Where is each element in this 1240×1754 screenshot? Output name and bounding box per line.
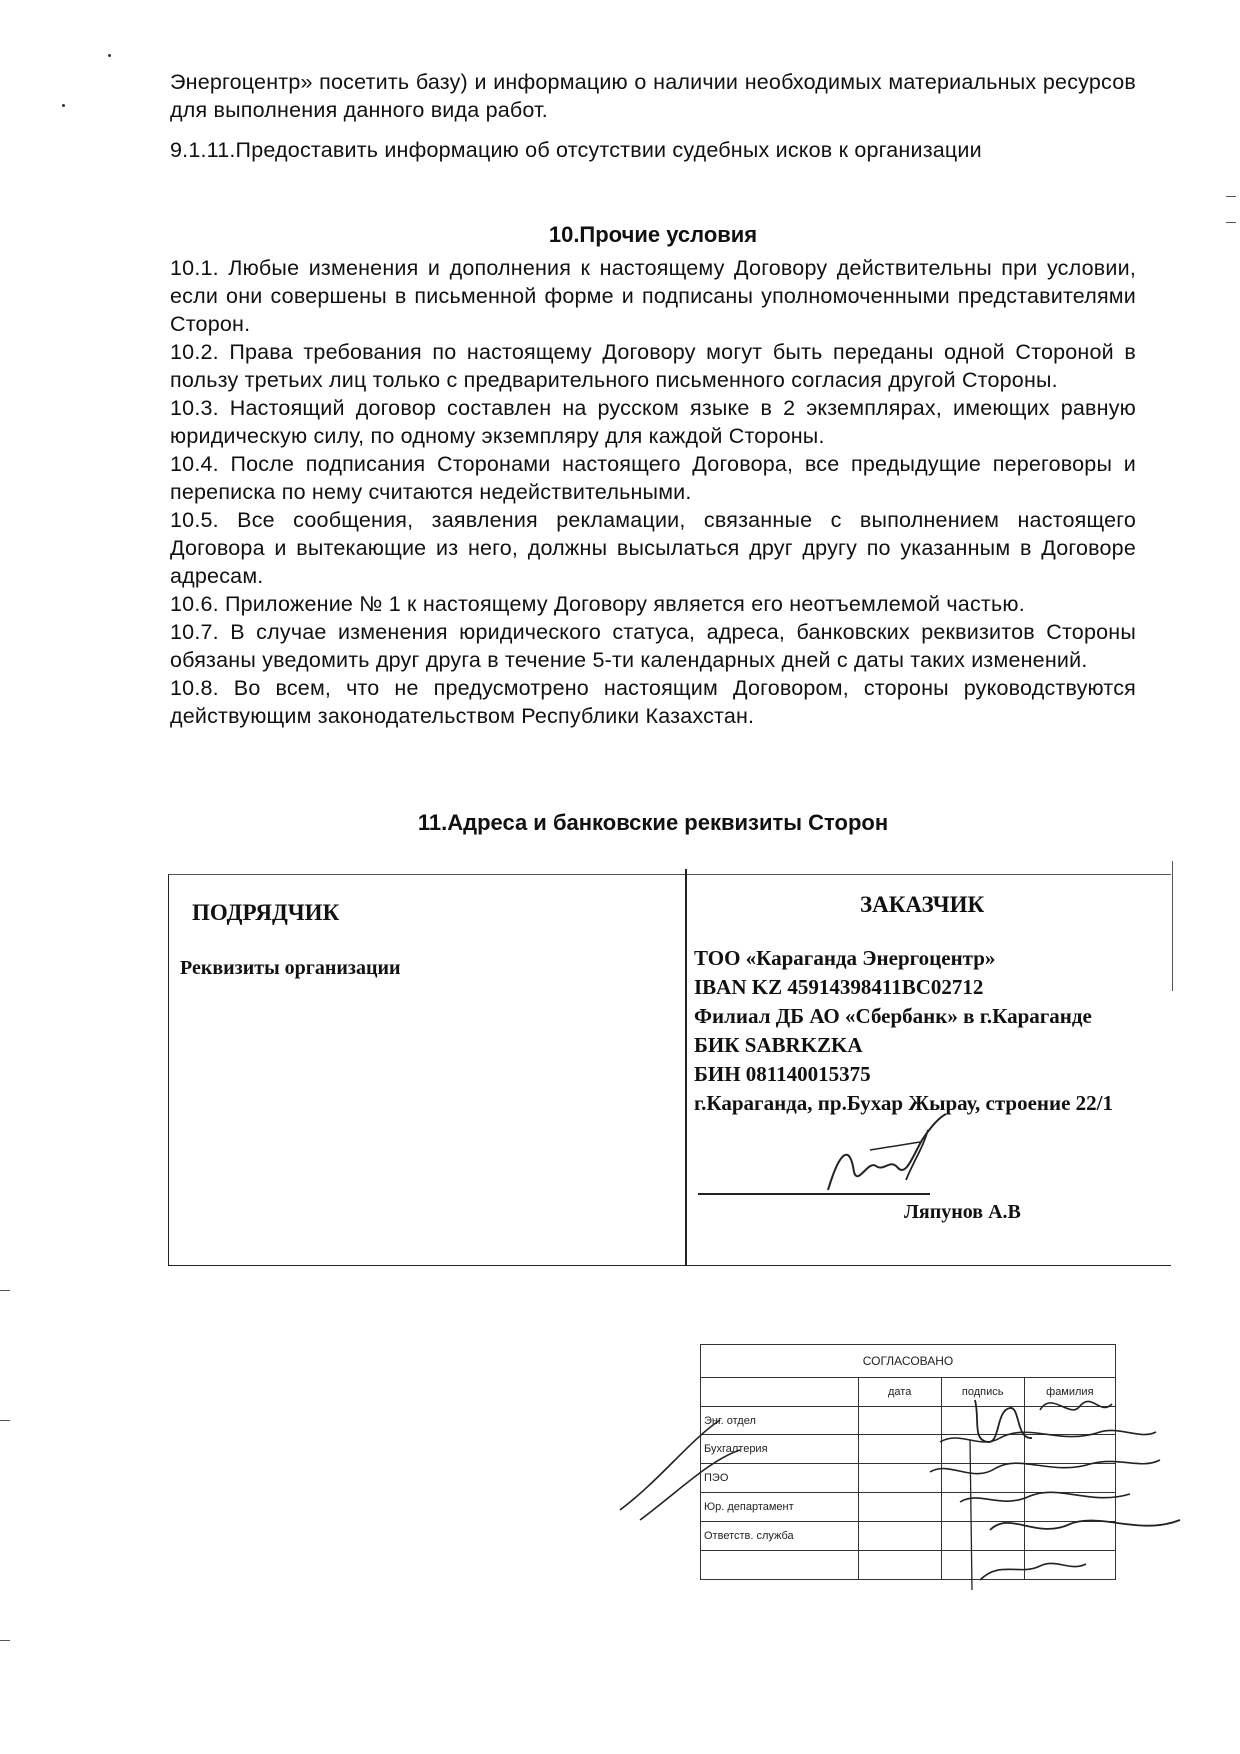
row-label: Энг. отдел <box>701 1406 859 1435</box>
row-label: Юр. департамент <box>701 1493 859 1522</box>
contractor-heading: ПОДРЯДЧИК <box>192 900 340 925</box>
scan-dot <box>62 104 65 107</box>
table-edge <box>1172 861 1174 991</box>
signature-line <box>698 1193 930 1195</box>
customer-bank: Филиал ДБ АО «Сбербанк» в г.Караганде <box>694 1004 1092 1028</box>
clause-10-5: 10.5. Все сообщения, заявления рекламации, связанные с выполнением настоящего Договора и вытекающие из него, должны высылаться друг другу по указанным в Договоре адресам. <box>170 508 1136 588</box>
margin-mark <box>1226 222 1236 223</box>
contractor-details: Реквизиты организации <box>180 957 401 979</box>
header-signature: подпись <box>941 1377 1024 1406</box>
customer-signatory: Ляпунов А.В <box>904 1201 1021 1223</box>
row-label: Ответств. служба <box>701 1522 859 1551</box>
margin-mark <box>0 1640 10 1641</box>
customer-signature <box>810 1110 960 1200</box>
customer-bik: БИК SABRKZKA <box>694 1033 863 1057</box>
clause-10-2: 10.2. Права требования по настоящему Договору могут быть переданы одной Стороной в пользу третьих лиц только с предварительного письменного согласия другой Стороны. <box>170 340 1136 392</box>
customer-heading: ЗАКАЗЧИК <box>860 892 985 917</box>
paragraph-continuation <box>170 68 1136 124</box>
approval-signatures <box>600 1380 1200 1600</box>
clause-10-4: 10.4. После подписания Сторонами настоящего Договора, все предыдущие переговоры и переписка по нему считаются недействительными. <box>170 452 1136 504</box>
clause-10-7: 10.7. В случае изменения юридического статуса, адреса, банковских реквизитов Стороны обязаны уведомить друг друга в течение 5-ти календарных дней с даты таких изменений. <box>170 620 1136 672</box>
margin-mark <box>1226 196 1236 197</box>
customer-address: г.Караганда, пр.Бухар Жырау, строение 22/1 <box>694 1091 1114 1115</box>
section-10-title: 10.Прочие условия <box>548 222 758 247</box>
margin-mark <box>0 1420 10 1421</box>
paragraph-9-1-11 <box>170 136 1136 164</box>
customer-iban: IBAN KZ 45914398411BC02712 <box>694 975 984 999</box>
row-label: ПЭО <box>701 1464 859 1493</box>
customer-name: ТОО «Караганда Энергоцентр» <box>694 946 996 970</box>
approval-title: СОГЛАСОВАНО <box>701 1345 1116 1378</box>
scan-dot <box>108 54 111 57</box>
paragraph-text: 9.1.11.Предоставить информацию об отсутствии судебных исков к организации <box>170 138 982 162</box>
margin-mark <box>0 1290 10 1291</box>
section-11-title: 11.Адреса и банковские реквизиты Сторон <box>417 810 889 835</box>
header-date: дата <box>858 1377 941 1406</box>
clause-10-6: 10.6. Приложение № 1 к настоящему Договору является его неотъемлемой частью. <box>170 592 1025 616</box>
paragraph-text: Энергоцентр» посетить базу) и информацию о наличии необходимых материальных ресурсов для выполнения данного вида работ. <box>170 70 1136 122</box>
customer-requisites <box>694 944 1160 1118</box>
customer-bin: БИН 081140015375 <box>694 1062 871 1086</box>
section-10-body <box>170 254 1136 730</box>
clause-10-1: 10.1. Любые изменения и дополнения к настоящему Договору действительны при условии, если они совершены в письменной форме и подписаны уполномоченными представителями Сторон. <box>170 256 1136 336</box>
clause-10-3: 10.3. Настоящий договор составлен на русском языке в 2 экземплярах, имеющих равную юридическую силу, по одному экземпляру для каждой Стороны. <box>170 396 1136 448</box>
row-label: Бухгалтерия <box>701 1435 859 1464</box>
column-divider <box>685 869 687 1265</box>
header-surname: фамилия <box>1024 1377 1115 1406</box>
clause-10-8: 10.8. Во всем, что не предусмотрено настоящим Договором, стороны руководствуются действующим законодательством Республики Казахстан. <box>170 676 1136 728</box>
